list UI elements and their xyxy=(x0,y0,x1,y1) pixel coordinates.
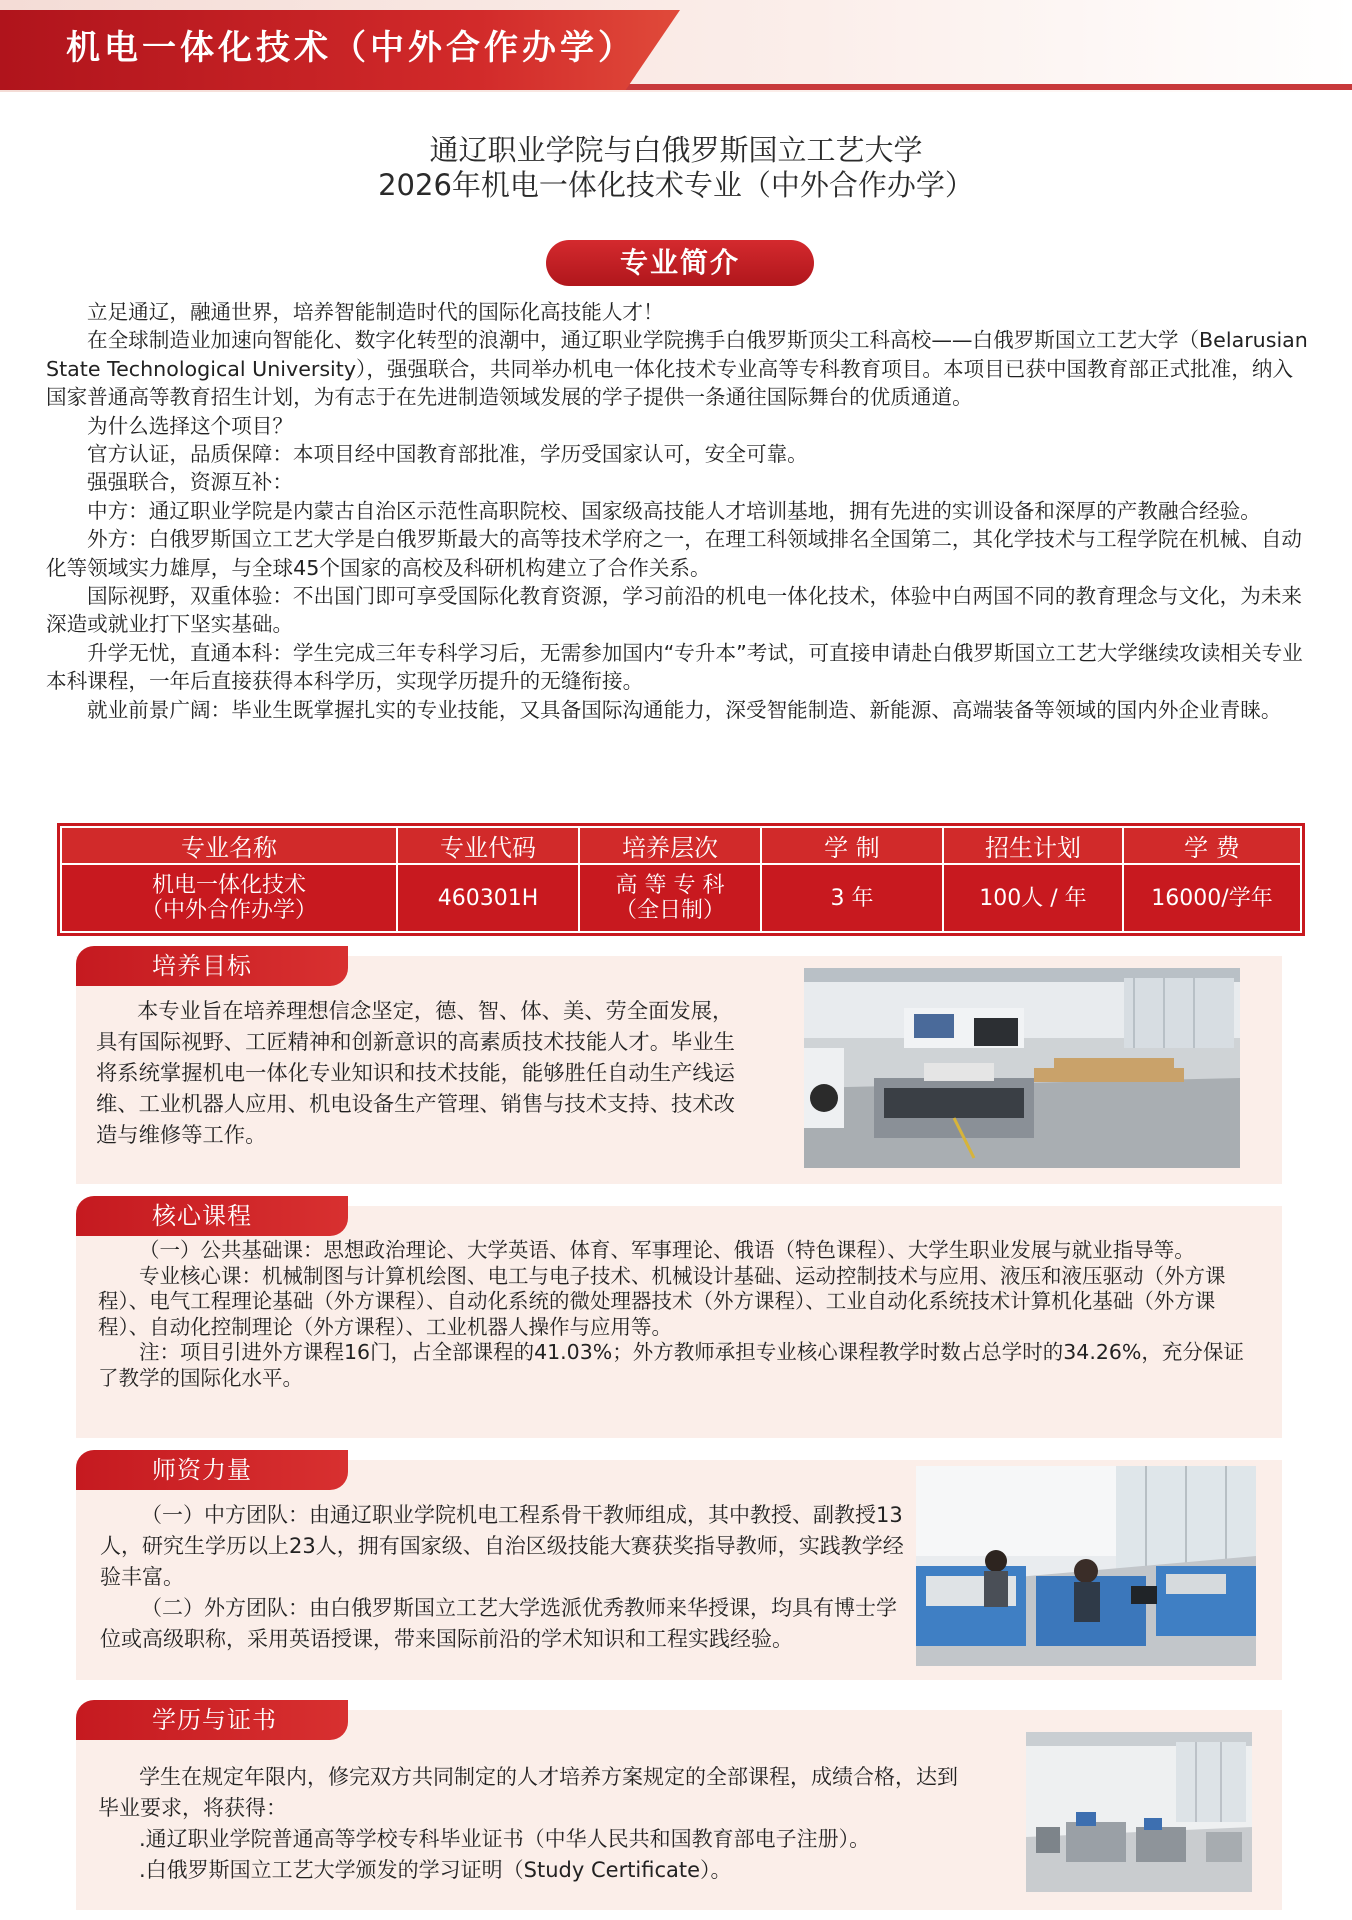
workshop-photo xyxy=(1026,1732,1252,1892)
table-header: 学 制 xyxy=(761,827,943,864)
banner-title: 机电一体化技术（中外合作办学） xyxy=(66,28,636,68)
intro-paragraph: 在全球制造业加速向智能化、数字化转型的浪潮中，通辽职业学院携手白俄罗斯顶尖工科高校——白俄罗斯国立工艺大学（Belarusian State Technological University），强强联合，共同举办机电一体化技术专业高等专科教育项目。本项目已获中国教育部正式批准，纳入国家普通高等教育招生计划，为有志于在先进制造领域发展的学子提供一条通往国际舞台的优质通道。 xyxy=(46,328,1308,410)
intro-paragraph: 外方：白俄罗斯国立工艺大学是白俄罗斯最大的高等技术学府之一，在理工科领域排名全国第二，其化学技术与工程学院在机械、自动化等领域实力雄厚，与全球45个国家的高校及科研机构建立了合作关系。 xyxy=(46,527,1303,580)
table-header: 学 费 xyxy=(1123,827,1301,864)
table-header-row xyxy=(61,827,1301,864)
faculty-paragraph: （一）中方团队：由通辽职业学院机电工程系骨干教师组成，其中教授、副教授13人，研究生学历以上23人，拥有国家级、自治区级技能大赛获奖指导教师，实践教学经验丰富。 xyxy=(100,1503,904,1589)
table-header: 专业代码 xyxy=(397,827,579,864)
section-certificates xyxy=(76,1706,1282,1910)
section-faculty xyxy=(76,1456,1282,1680)
section-heading: 培养目标 xyxy=(76,946,348,986)
intro-paragraph: 就业前景广阔：毕业生既掌握扎实的专业技能，又具备国际沟通能力，深受智能制造、新能源、高端装备等领域的国内外企业青睐。 xyxy=(87,697,1282,722)
section-training-goal xyxy=(76,952,1282,1184)
section-text xyxy=(100,1500,908,1655)
section-text xyxy=(98,1238,1262,1391)
certificate-item: .白俄罗斯国立工艺大学颁发的学习证明（Study Certificate）。 xyxy=(139,1858,732,1882)
program-name-note: （中外合作办学） xyxy=(140,898,317,923)
intro-text xyxy=(46,298,1308,724)
headline-line2: 2026年机电一体化技术专业（中外合作办学） xyxy=(378,168,974,202)
table-cell-code: 460301H xyxy=(397,864,579,932)
table-cell-quota: 100人 / 年 xyxy=(943,864,1123,932)
table-cell-name xyxy=(61,864,397,932)
table-row xyxy=(61,864,1301,932)
table-cell-tuition: 16000/学年 xyxy=(1123,864,1301,932)
intro-paragraph: 国际视野，双重体验：不出国门即可享受国际化教育资源，学习前沿的机电一体化技术，体验中白两国不同的教育理念与文化，为未来深造或就业打下坚实基础。 xyxy=(46,584,1303,637)
table-header: 招生计划 xyxy=(943,827,1123,864)
certificate-item: .通辽职业学院普通高等学校专科毕业证书（中华人民共和国教育部电子注册）。 xyxy=(139,1827,871,1851)
section-heading: 师资力量 xyxy=(76,1450,348,1490)
intro-paragraph: 官方认证，品质保障：本项目经中国教育部批准，学历受国家认可，安全可靠。 xyxy=(87,442,808,467)
top-banner xyxy=(0,0,1352,92)
course-paragraph: 专业核心课：机械制图与计算机绘图、电工与电子技术、机械设计基础、运动控制技术与应用、液压和液压驱动（外方课程）、电气工程理论基础（外方课程）、自动化系统的微处理器技术（外方课程）、工业自动化系统技术计算机化基础（外方课程）、自动化控制理论（外方课程）、工业机器人操作与应用等。 xyxy=(98,1263,1226,1339)
course-paragraph: 注：项目引进外方课程16门，占全部课程的41.03%；外方教师承担专业核心课程教学时数占总学时的34.26%，充分保证了教学的国际化水平。 xyxy=(98,1340,1244,1390)
section-heading: 核心课程 xyxy=(76,1196,348,1236)
course-paragraph: （一）公共基础课：思想政治理论、大学英语、体育、军事理论、俄语（特色课程）、大学生职业发展与就业指导等。 xyxy=(139,1238,1195,1262)
intro-paragraph: 立足通辽，融通世界，培养智能制造时代的国际化高技能人才！ xyxy=(87,300,664,324)
headline-line1: 通辽职业学院与白俄罗斯国立工艺大学 xyxy=(429,133,923,167)
lab-photo xyxy=(804,968,1240,1168)
table-cell-level xyxy=(579,864,761,932)
program-level: 高 等 专 科 xyxy=(615,873,725,898)
section-text xyxy=(98,1762,978,1886)
program-table xyxy=(60,826,1302,933)
section-heading: 学历与证书 xyxy=(76,1700,348,1740)
table-cell-duration: 3 年 xyxy=(761,864,943,932)
intro-paragraph: 中方：通辽职业学院是内蒙古自治区示范性高职院校、国家级高技能人才培训基地，拥有先进的实训设备和深厚的产教融合经验。 xyxy=(87,498,1261,523)
section-text xyxy=(96,996,748,1151)
faculty-paragraph: （二）外方团队：由白俄罗斯国立工艺大学选派优秀教师来华授课，均具有博士学位或高级职称，采用英语授课，带来国际前沿的学术知识和工程实践经验。 xyxy=(100,1596,897,1651)
table-header: 培养层次 xyxy=(579,827,761,864)
training-goal-text: 本专业旨在培养理想信念坚定，德、智、体、美、劳全面发展，具有国际视野、工匠精神和创新意识的高素质技术技能人才。毕业生将系统掌握机电一体化专业知识和技术技能，能够胜任自动生产线运维、工业机器人应用、机电设备生产管理、销售与技术支持、技术改造与维修等工作。 xyxy=(96,999,735,1148)
classroom-photo xyxy=(916,1466,1256,1666)
table-header: 专业名称 xyxy=(61,827,397,864)
intro-pill: 专业简介 xyxy=(546,240,814,286)
intro-paragraph: 强强联合，资源互补： xyxy=(87,470,293,495)
program-name: 机电一体化技术 xyxy=(151,873,306,898)
section-core-courses xyxy=(76,1202,1282,1438)
program-level-note: （全日制） xyxy=(614,898,725,923)
intro-paragraph: 为什么选择这个项目？ xyxy=(87,413,293,438)
certificate-intro: 学生在规定年限内，修完双方共同制定的人才培养方案规定的全部课程，成绩合格，达到毕业要求，将获得： xyxy=(98,1765,958,1820)
intro-paragraph: 升学无忧，直通本科：学生完成三年专科学习后，无需参加国内“专升本”考试，可直接申请赴白俄罗斯国立工艺大学继续攻读相关专业本科课程，一年后直接获得本科学历，实现学历提升的无缝衔接。 xyxy=(46,640,1303,694)
